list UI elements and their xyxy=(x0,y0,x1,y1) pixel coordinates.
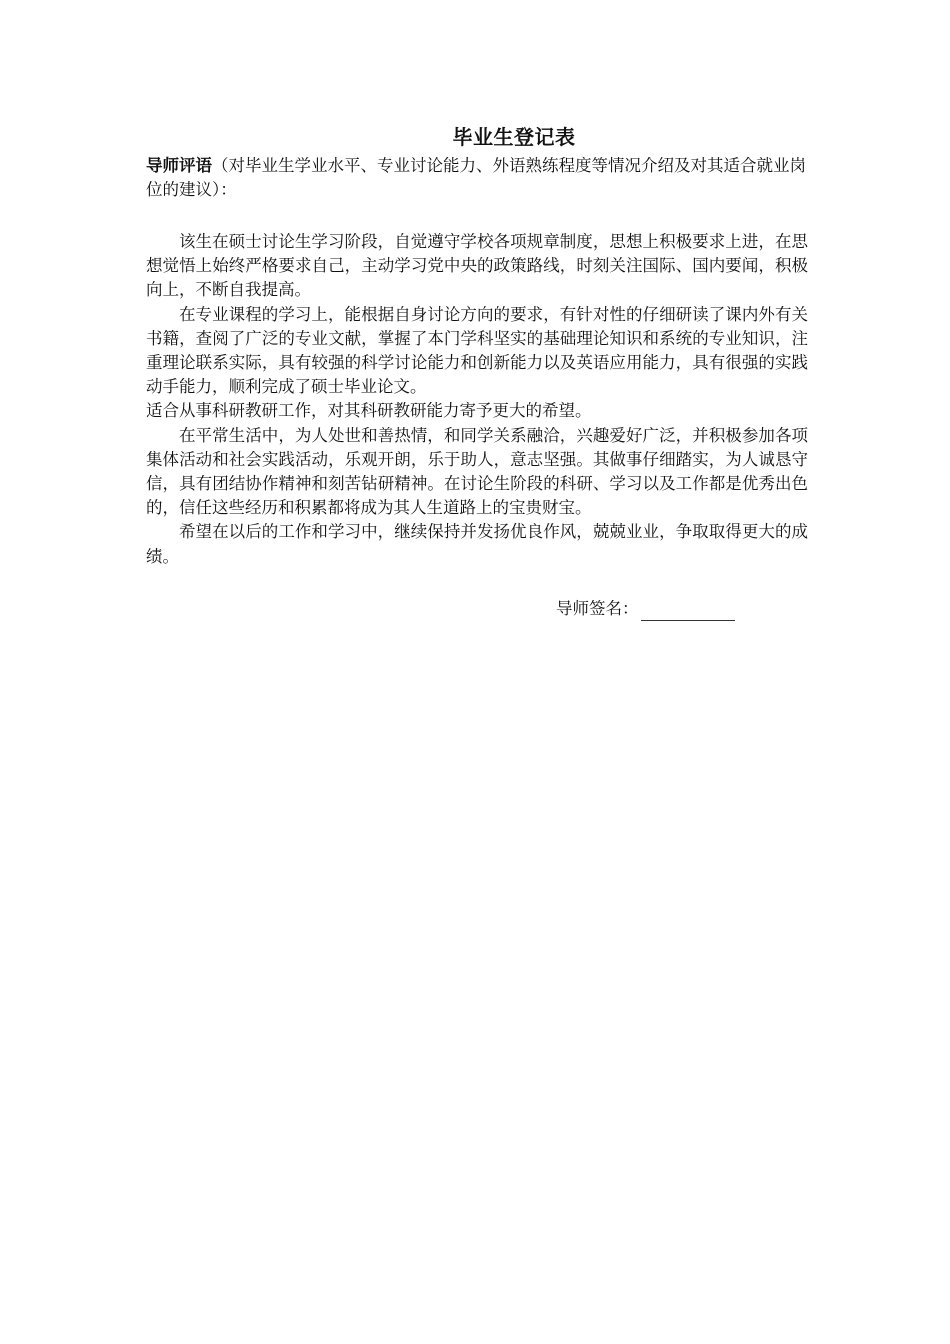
signature-line xyxy=(641,602,735,621)
document-title: 毕业生登记表 xyxy=(452,125,576,149)
document-content xyxy=(146,122,808,569)
comment-paragraph-wishes: 希望在以后的工作和学习中，继续保持并发扬优良作风，兢兢业业，争取取得更大的成绩。 xyxy=(146,522,808,566)
advisor-comment-body xyxy=(146,230,808,569)
comment-paragraph-conduct: 该生在硕士讨论生学习阶段，自觉遵守学校各项规章制度，思想上积极要求上进，在思想觉悟上始终严格要求自己，主动学习党中央的政策路线，时刻关注国际、国内要闻，积极向上，不断自我提高。 xyxy=(146,232,808,300)
advisor-comment-label: 导师评语 xyxy=(146,156,212,175)
advisor-comment-instructions: （对毕业生学业水平、专业讨论能力、外语熟练程度等情况介绍及对其适合就业岗位的建议）： xyxy=(146,156,806,199)
comment-paragraph-academics: 在专业课程的学习上，能根据自身讨论方向的要求，有针对性的仔细研读了课内外有关书籍，查阅了广泛的专业文献，掌握了本门学科坚实的基础理论知识和系统的专业知识，注重理论联系实际，具有较强的科学讨论能力和创新能力以及英语应用能力，具有很强的实践动手能力，顺利完成了硕士毕业论文。 xyxy=(146,304,808,397)
comment-paragraph-daily-life: 在平常生活中，为人处世和善热情，和同学关系融洽，兴趣爱好广泛，并积极参加各项集体活动和社会实践活动，乐观开朗，乐于助人，意志坚强。其做事仔细踏实，为人诚恳守信，具有团结协作精神和刻苦钻研精神。在讨论生阶段的科研、学习以及工作都是优秀出色的，信任这些经历和积累都将成为其人生道路上的宝贵财宝。 xyxy=(146,425,808,518)
signature-label: 导师签名： xyxy=(556,599,639,618)
comment-paragraph-career-suitability: 适合从事科研教研工作，对其科研教研能力寄予更大的希望。 xyxy=(146,401,592,421)
advisor-comment-prompt xyxy=(146,154,808,202)
advisor-signature xyxy=(556,597,735,621)
